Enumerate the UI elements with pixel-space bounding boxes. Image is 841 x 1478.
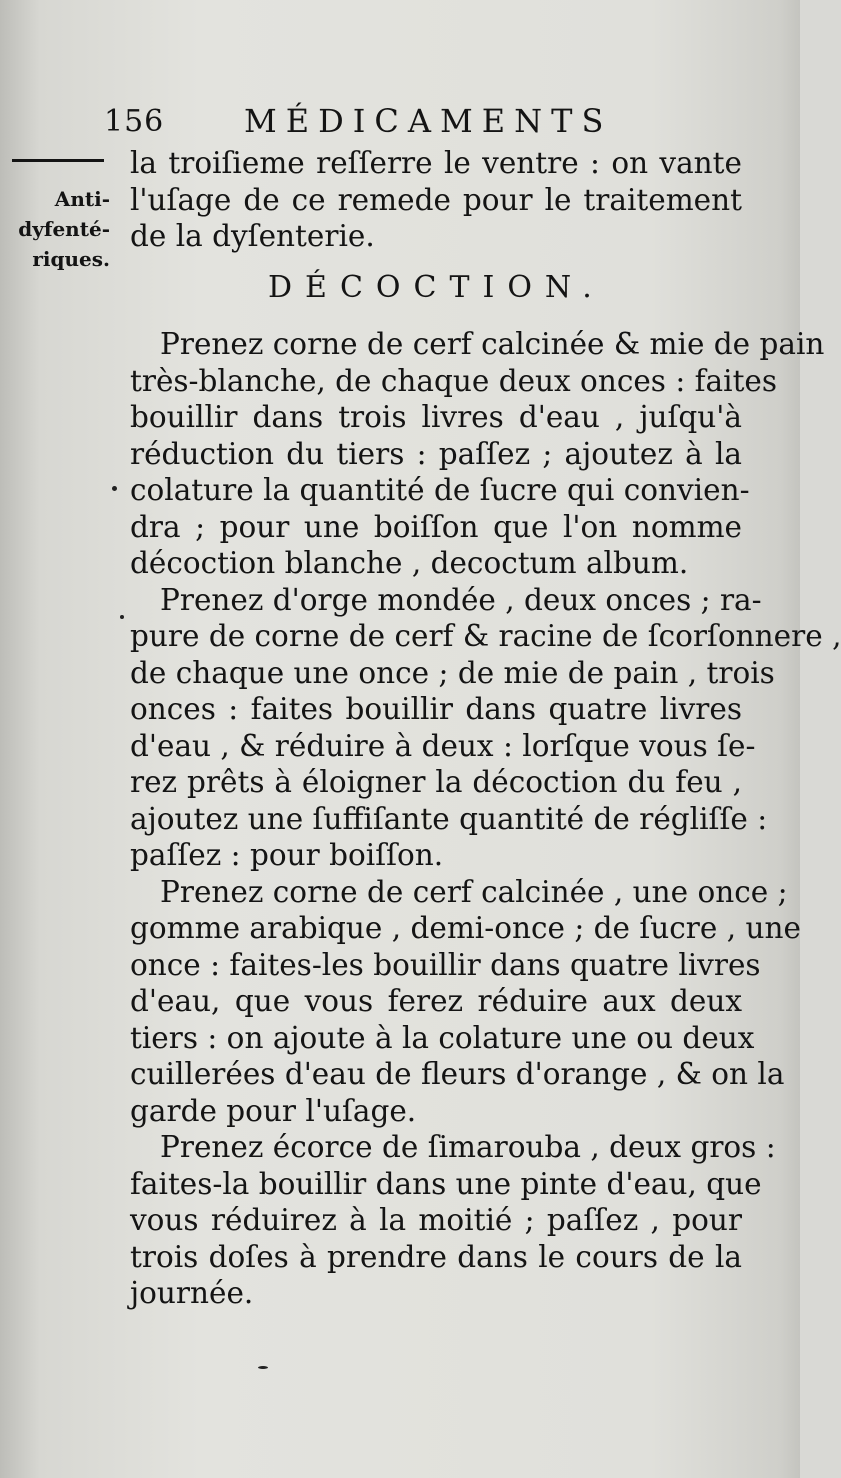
intro-paragraph (130, 145, 742, 255)
text-line: Prenez écorce de ſimarouba , deux gros : (160, 1130, 776, 1164)
text-line: once : faites-les bouillir dans quatre livres (130, 947, 761, 982)
text-line: d'eau, que vous ferez réduire aux deux (130, 984, 742, 1018)
text-line: décoction blanche , decoctum album. (130, 546, 689, 580)
text-line: dra ; pour une boiſſon que l'on nomme (130, 509, 742, 544)
text-line: cuillerées d'eau de fleurs d'orange , & on la (130, 1057, 785, 1091)
margin-note-line: Anti- (54, 187, 110, 211)
text-line: paſſez : pour boiſſon. (130, 838, 444, 872)
text-line: journée. (130, 1276, 254, 1310)
margin-note-line: dyfenté- (18, 217, 110, 241)
page-header (104, 104, 624, 148)
text-line: d'eau , & réduire à deux : lorſque vous ſe- (130, 728, 756, 763)
text-line: garde pour l'uſage. (130, 1093, 417, 1128)
text-line: onces : faites bouillir dans quatre livres (130, 692, 742, 726)
text-line: la troiſieme reſſerre le ventre : on vante (130, 146, 742, 180)
text-line: Prenez d'orge mondée , deux onces ; ra- (160, 582, 762, 617)
recipes-body (130, 326, 841, 1312)
text-line: Prenez corne de cerf calcinée & mie de pain (160, 327, 825, 361)
text-line: rez prêts à éloigner la décoction du feu , (130, 765, 742, 799)
text-line: Prenez corne de cerf calcinée , une once ; (160, 874, 788, 909)
text-line: de chaque une once ; de mie de pain , trois (130, 655, 775, 690)
ink-speck (258, 1366, 268, 1369)
text-line: trois doſes à prendre dans le cours de la (130, 1239, 742, 1274)
ink-speck (120, 615, 124, 619)
margin-rule (12, 159, 104, 162)
text-line: réduction du tiers : paſſez ; ajoutez à la (130, 436, 742, 471)
section-title: DÉCOCTION. (268, 270, 605, 305)
text-line: l'uſage de ce remede pour le traitement (130, 182, 742, 217)
text-line: ajoutez une ſuffiſante quantité de régliſſe : (130, 801, 768, 836)
margin-note (6, 184, 110, 274)
margin-note-line: riques. (32, 247, 110, 271)
running-head: MÉDICAMENTS (244, 102, 613, 140)
text-line: vous réduirez à la moitié ; paſſez , pour (130, 1203, 742, 1237)
text-line: de la dyſenterie. (130, 219, 375, 253)
text-line: très-blanche, de chaque deux onces : faites (130, 363, 778, 398)
ink-speck (112, 486, 117, 491)
page-number: 156 (104, 104, 165, 139)
text-line: colature la quantité de ſucre qui convien- (130, 473, 750, 507)
text-line: pure de corne de cerf & racine de ſcorſonnere , (130, 619, 841, 653)
text-line: tiers : on ajoute à la colature une ou deux (130, 1020, 755, 1055)
text-line: bouillir dans trois livres d'eau , juſqu'à (130, 400, 742, 434)
text-line: faites-la bouillir dans une pinte d'eau, que (130, 1166, 762, 1201)
text-line: gomme arabique , demi-once ; de ſucre , une (130, 911, 801, 945)
